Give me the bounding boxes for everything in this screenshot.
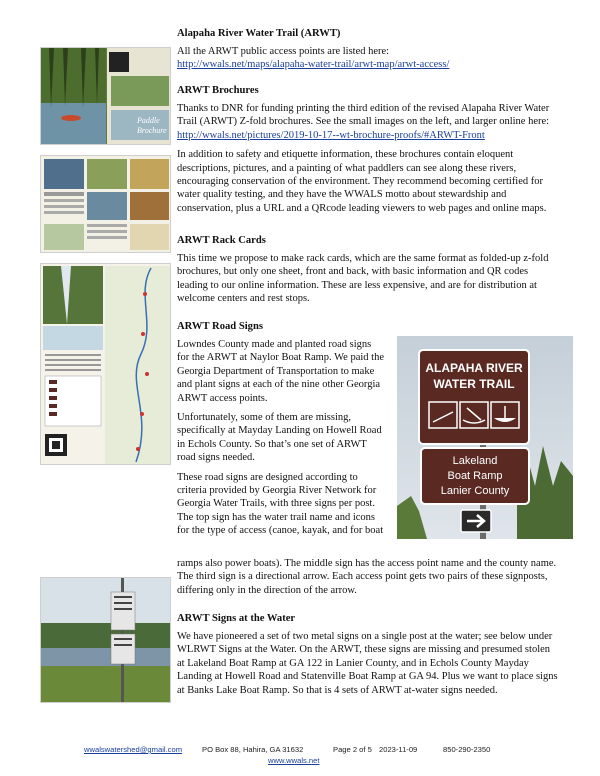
brochures-para2 bbox=[177, 148, 573, 215]
brochures-para2-line: encouraging conservation of the environment. They recommend becoming certified for bbox=[177, 176, 544, 188]
road-signs-para1-line: for the ARWT at Naylor Boat Ramp. We paid the bbox=[177, 352, 384, 364]
brochures-section bbox=[177, 84, 573, 215]
road-signs-wide-line: ramps also power boats). The middle sign has the access point name and the county name. bbox=[177, 558, 557, 569]
sign-mid-line3: Lanier County bbox=[440, 485, 510, 497]
map-thumbnail bbox=[40, 263, 171, 465]
road-signs-para2-line: road signs needed. bbox=[177, 452, 255, 464]
road-sign-image bbox=[397, 336, 573, 539]
road-signs-para2-line: Unfortunately, some of them are missing, bbox=[177, 412, 351, 424]
water-trail-section bbox=[177, 27, 573, 72]
road-signs-para2-line: specifically at Mayday Landing on Howell Road bbox=[177, 425, 382, 437]
road-signs-para1-line: and plant signs at each of the nine other Georgia bbox=[177, 379, 381, 391]
water-signs-title: ARWT Signs at the Water bbox=[177, 613, 296, 624]
footer-date: 2023-11-09 bbox=[379, 745, 418, 754]
road-signs-para3-line: for the type of access (canoe, kayak, and for boat bbox=[177, 525, 384, 537]
water-signs-line: at Banks Lake Boat Ramp. So that is 4 sets of ARWT at-water signs needed. bbox=[177, 684, 498, 696]
rack-cards-line: brochures, but only one sheet, front and back, with basic information and QR codes bbox=[177, 266, 529, 278]
road-signs-section bbox=[177, 320, 395, 538]
footer-email-link[interactable]: wwalswatershed@gmail.com bbox=[84, 745, 183, 754]
road-signs-wide-line: The third sign is a directional arrow. Each access point gets two pairs of these signposts, bbox=[177, 571, 548, 583]
sign-top-line1: ALAPAHA RIVER bbox=[425, 361, 523, 375]
road-signs-para3-line: criteria provided by Georgia River Network for bbox=[177, 485, 377, 497]
water-signs-section bbox=[177, 612, 573, 697]
brochure-proofs-link[interactable]: http://wwals.net/pictures/2019-10-17--wt-brochure-proofs/#ARWT-Front bbox=[177, 129, 485, 141]
road-sign-photo bbox=[397, 336, 573, 539]
sign-mid-line2: Boat Ramp bbox=[447, 470, 503, 482]
rack-cards-line: This time we propose to make rack cards, which are the same format as folded-up z-fold bbox=[177, 253, 549, 264]
water-signs-photo bbox=[40, 577, 171, 703]
road-signs-para3-line: These road signs are designed according to bbox=[177, 471, 358, 483]
road-signs-para2-line: in Echols County. So that’s one set of ARWT bbox=[177, 438, 367, 450]
brochures-para2-line: conservation, plus a URL and a QRcode leading viewers to web pages and online maps. bbox=[177, 202, 547, 214]
brochures-line1: Thanks to DNR for funding printing the third edition of the revised Alapaha River Water bbox=[177, 103, 550, 114]
sign-top-line2: WATER TRAIL bbox=[433, 377, 515, 391]
road-signs-para1-line: Georgia Department of Transportation to make bbox=[177, 365, 375, 377]
water-trail-title: Alapaha River Water Trail (ARWT) bbox=[177, 28, 341, 39]
sign-mid-line1: Lakeland bbox=[452, 455, 498, 467]
rack-cards-line: leading to our online information. These are less expensive, and are for distribution at bbox=[177, 279, 537, 291]
brochures-title: ARWT Brochures bbox=[177, 85, 259, 96]
brochure-cover-image bbox=[41, 48, 171, 145]
road-signs-para3-line: The top sign has the water trail name and icons bbox=[177, 511, 375, 523]
brochures-line2: Trail (ARWT) Z-fold brochures. See the small images on the left, and larger online here: bbox=[177, 116, 550, 128]
road-signs-continued bbox=[177, 557, 573, 597]
brochures-para2-line: descriptions, pictures, and a painting of what paddlers can see along these rivers, bbox=[177, 162, 517, 174]
road-signs-title: ARWT Road Signs bbox=[177, 321, 263, 332]
brochure-thumb-text2: Brochure bbox=[137, 126, 167, 135]
map-image bbox=[41, 264, 171, 465]
road-signs-para3-line: Georgia Water Trails, with three signs per post. bbox=[177, 498, 375, 510]
brochure-inside-image bbox=[41, 156, 171, 253]
footer-website-link[interactable]: www.wwals.net bbox=[268, 756, 320, 765]
footer-phone: 850-290-2350 bbox=[443, 745, 491, 754]
access-points-link[interactable]: http://wwals.net/maps/alapaha-water-trail/arwt-map/arwt-access/ bbox=[177, 59, 450, 71]
rack-cards-section bbox=[177, 234, 573, 306]
footer-page-number: Page 2 of 5 bbox=[333, 745, 372, 754]
footer-address: PO Box 88, Hahira, GA 31632 bbox=[202, 745, 304, 754]
road-signs-para1-line: ARWT access points. bbox=[177, 392, 268, 404]
road-signs-para1-line: Lowndes County made and planted road signs bbox=[177, 339, 372, 350]
road-signs-wide-line: differing only in the direction of the arrow. bbox=[177, 584, 357, 596]
water-signs-line: at Lakeland Boat Ramp at GA 122 in Lanier County, and in Echols County Mayday bbox=[177, 657, 529, 669]
arrow-right-icon bbox=[461, 510, 491, 532]
brochures-para2-line: water quality testing, and they have the WWALS motto about stewardship and bbox=[177, 189, 507, 201]
brochure-inside-thumbnail bbox=[40, 155, 171, 253]
water-signs-line: We have pioneered a set of two metal signs on a single post at the water; see below under bbox=[177, 631, 553, 642]
brochure-thumb-text1: Paddle bbox=[137, 116, 160, 125]
water-signs-line: Landing at Howell Road and Statenville Boat Ramp at GA 94. Plus we want to place signs bbox=[177, 671, 558, 683]
brochure-cover-thumbnail bbox=[40, 47, 171, 145]
water-signs-image bbox=[41, 578, 171, 703]
water-signs-line: WLRWT Signs at the Water. On the ARWT, these signs are missing and presumed stolen bbox=[177, 644, 551, 656]
rack-cards-line: welcome centers and rest stops. bbox=[177, 293, 310, 305]
water-trail-intro: All the ARWT public access points are listed here: bbox=[177, 46, 390, 57]
brochures-para2-line: In addition to safety and etiquette information, these brochures contain eloquent bbox=[177, 149, 514, 161]
rack-cards-title: ARWT Rack Cards bbox=[177, 235, 266, 246]
